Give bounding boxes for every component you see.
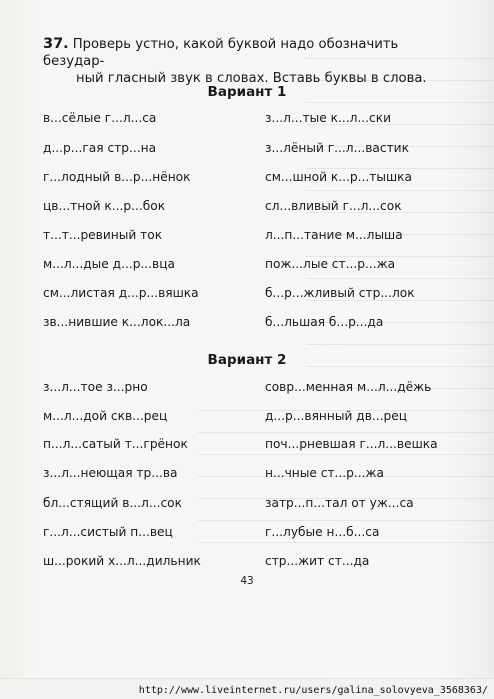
list-item: л...п...тание м...лыша xyxy=(265,228,403,242)
list-item: затр...п...тал от уж...са xyxy=(265,496,414,510)
list-item: г...лубые н...б...са xyxy=(265,525,380,539)
list-item: г...лодный в...р...нёнок xyxy=(43,170,191,184)
list-item: совр...менная м...л...дёжь xyxy=(265,380,432,394)
task-text-line-1: Проверь устно, какой буквой надо обозначить безудар- xyxy=(43,37,399,69)
list-item: м...л...дые д...р...вца xyxy=(43,257,176,271)
list-item: см...шной к...р...тышка xyxy=(265,170,412,184)
page-number: 43 xyxy=(240,575,254,587)
list-item: см...листая д...р...вяшка xyxy=(43,286,199,300)
list-item: пож...лые ст...р...жа xyxy=(265,257,396,271)
list-item: з...лёный г...л...вастик xyxy=(265,141,409,155)
list-item: з...л...тые к...л...ски xyxy=(265,111,391,125)
list-item: н...чные ст...р...жа xyxy=(265,466,384,480)
list-item: поч...рневшая г...л...вешка xyxy=(265,437,438,451)
list-item: сл...вливый г...л...сок xyxy=(265,199,402,213)
list-item: ш...рокий х...л...дильник xyxy=(43,554,201,568)
list-item: п...л...сатый т...грёнок xyxy=(43,437,188,451)
list-item: б...льшая б...р...да xyxy=(265,315,384,329)
list-item: м...л...дой скв...рец xyxy=(43,409,168,423)
list-item: д...р...гая стр...на xyxy=(43,141,157,155)
list-item: бл...стящий в...л...сок xyxy=(43,496,182,510)
variant-2-title: Вариант 2 xyxy=(207,352,287,368)
source-url-link[interactable]: http://www.liveinternet.ru/users/galina_solovyeva_3568363/ xyxy=(138,685,488,696)
list-item: т...т...ревиный ток xyxy=(43,228,163,242)
task-instruction xyxy=(43,36,453,87)
list-item: з...л...неющая тр...ва xyxy=(43,466,178,480)
list-item: д...р...вянный дв...рец xyxy=(265,409,408,423)
task-text-line-2: ный гласный звук в словах. Вставь буквы в слова. xyxy=(76,71,427,86)
variant-1-title: Вариант 1 xyxy=(207,84,287,100)
list-item: в...сёлые г...л...са xyxy=(43,111,157,125)
list-item: цв...тной к...р...бок xyxy=(43,199,166,213)
list-item: стр...жит ст...да xyxy=(265,554,370,568)
list-item: б...р...жливый стр...лок xyxy=(265,286,415,300)
task-number: 37. xyxy=(43,36,69,52)
list-item: г...л...систый п...вец xyxy=(43,525,173,539)
list-item: зв...нившие к...лок...ла xyxy=(43,315,191,329)
list-item: з...л...тое з...рно xyxy=(43,380,148,394)
